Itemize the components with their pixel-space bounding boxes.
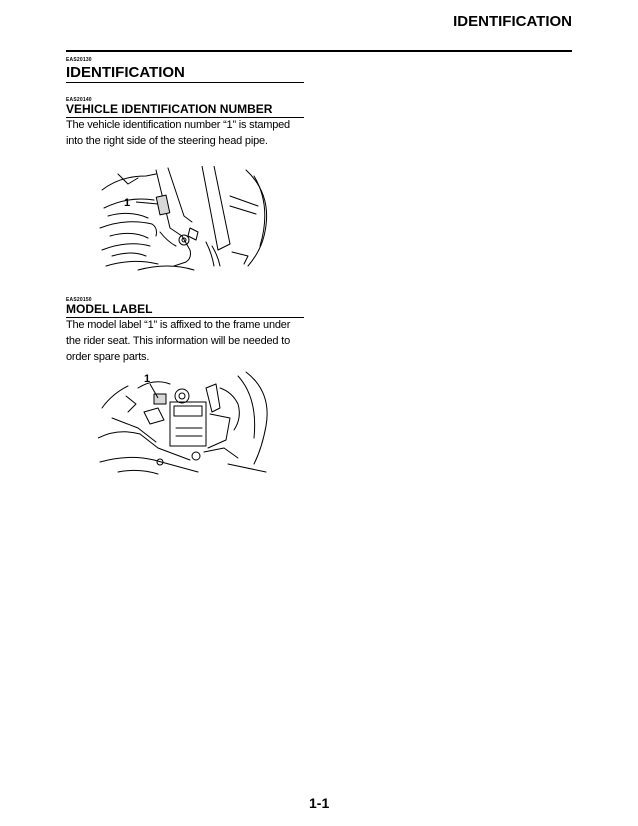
vin-description-line: into the right side of the steering head pipe. <box>66 135 268 147</box>
vin-description-line: The vehicle identification number “1” is stamped <box>66 119 290 131</box>
model-label-description-line: order spare parts. <box>66 351 150 363</box>
section-title-underline <box>66 82 304 83</box>
model-label-callout-number: 1 <box>144 373 151 385</box>
vin-illustration <box>98 166 273 274</box>
section-title: IDENTIFICATION <box>66 64 185 81</box>
vin-callout-leader <box>136 202 158 204</box>
model-label-description-line: the rider seat. This information will be needed to <box>66 335 290 347</box>
vin-title: VEHICLE IDENTIFICATION NUMBER <box>66 102 273 116</box>
vin-code: EAS20140 <box>66 97 92 103</box>
model-label-code: EAS20150 <box>66 297 92 303</box>
model-label-illustration <box>98 368 273 476</box>
model-label-description <box>66 317 304 365</box>
section-code: EAS20130 <box>66 57 92 63</box>
model-label-description-line: The model label “1” is affixed to the frame under <box>66 319 291 331</box>
page-number: 1-1 <box>309 795 330 811</box>
vin-callout-number: 1 <box>124 197 131 209</box>
header-title: IDENTIFICATION <box>453 13 572 30</box>
vin-description <box>66 117 304 149</box>
model-label-title: MODEL LABEL <box>66 302 153 316</box>
header-divider <box>66 50 572 52</box>
